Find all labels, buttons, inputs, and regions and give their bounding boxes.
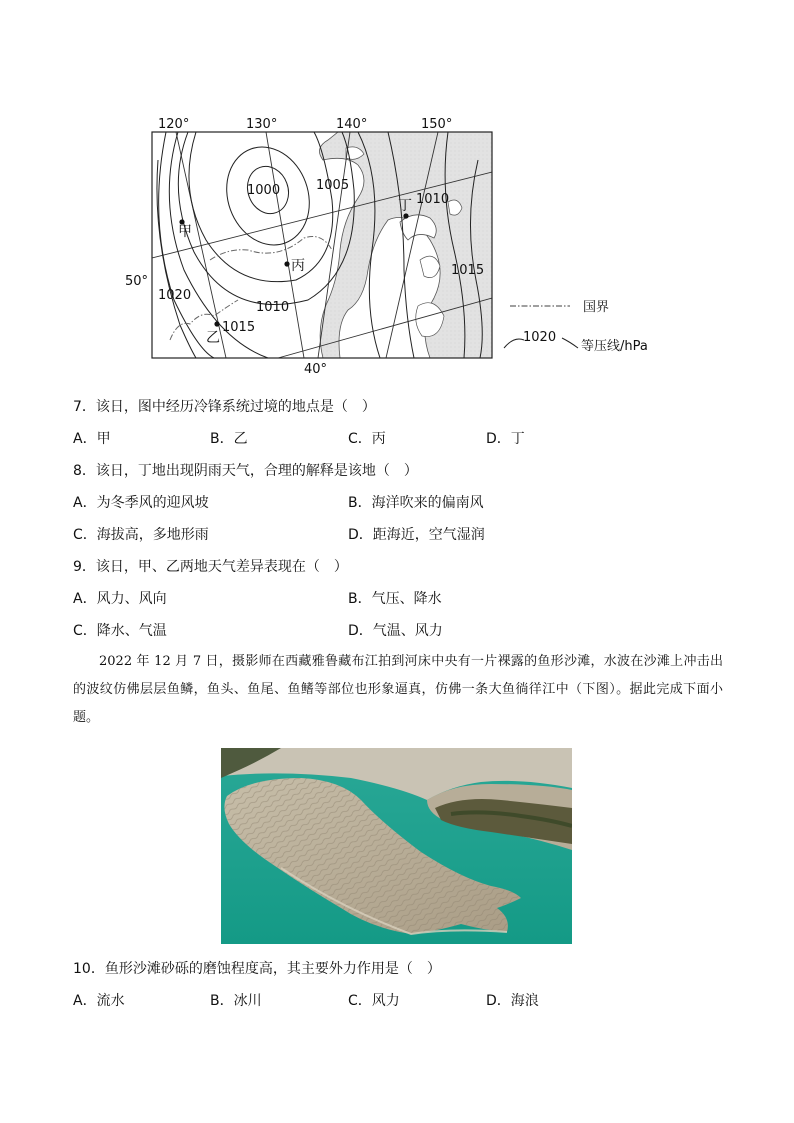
isobar-map-svg (118, 110, 678, 380)
place-jia-label: 甲 (178, 224, 192, 240)
place-ding-label: 丁 (398, 198, 412, 214)
legend-isobar-label: 等压线/hPa (581, 339, 648, 354)
question-10-option-a[interactable]: A．流水 (73, 993, 125, 1009)
question-9-option-b[interactable]: B．气压、降水 (348, 591, 442, 607)
question-9-option-a[interactable]: A．风力、风向 (73, 591, 167, 607)
isobar-label-1010-east: 1010 (416, 192, 450, 207)
isobar-label-1005: 1005 (316, 178, 350, 193)
question-7-option-a[interactable]: A．甲 (73, 431, 111, 447)
isobar-label-1010-west: 1010 (256, 300, 290, 315)
lat-40-label: 40° (304, 362, 328, 377)
lon-140-label: 140° (336, 117, 368, 132)
legend-isobar-value: 1020 (523, 330, 557, 345)
lon-120-label: 120° (158, 117, 190, 132)
question-8-option-a[interactable]: A．为冬季风的迎风坡 (73, 495, 209, 511)
question-7-stem: 7．该日，图中经历冷锋系统过境的地点是（ ） (73, 399, 376, 415)
question-10-option-d[interactable]: D．海浪 (486, 993, 539, 1009)
question-7-option-d[interactable]: D．丁 (486, 431, 525, 447)
question-9-option-d[interactable]: D．气温、风力 (348, 623, 443, 639)
map-legend (504, 300, 648, 354)
place-yi-marker (214, 321, 219, 326)
isobar-label-1020: 1020 (158, 288, 192, 303)
lon-150-label: 150° (421, 117, 453, 132)
isobar-label-1015-west: 1015 (222, 320, 256, 335)
question-8-option-d[interactable]: D．距海近，空气湿润 (348, 527, 485, 543)
lat-50-label: 50° (125, 274, 149, 289)
weather-map (118, 110, 678, 380)
island (420, 256, 440, 277)
place-ding-marker (403, 213, 408, 218)
lon-130-label: 130° (246, 117, 278, 132)
reading-passage: 2022 年 12 月 7 日，摄影师在西藏雅鲁藏布江拍到河床中央有一片裸露的鱼形沙滩，水波在沙滩上冲击出的波纹仿佛层层鱼鳞，鱼头、鱼尾、鱼鳍等部位也形象逼真，仿佛一条大鱼徜徉江中（下图）。据此完成下面小题。 (73, 654, 723, 725)
question-8-option-b[interactable]: B．海洋吹来的偏南风 (348, 495, 484, 511)
question-7-option-b[interactable]: B．乙 (210, 431, 248, 447)
question-8-option-c[interactable]: C．海拔高，多地形雨 (73, 527, 209, 543)
isobar-label-1000: 1000 (247, 183, 281, 198)
legend-border-label: 国界 (583, 300, 610, 315)
place-yi-label: 乙 (206, 330, 220, 346)
isobar-label-1015-east: 1015 (451, 263, 485, 278)
place-bing-label: 丙 (291, 258, 305, 274)
question-7-option-c[interactable]: C．丙 (348, 431, 386, 447)
legend-isobar-line (504, 339, 524, 348)
question-8-stem: 8．该日，丁地出现阴雨天气，合理的解释是该地（ ） (73, 463, 418, 479)
question-9-stem: 9．该日，甲、乙两地天气差异表现在（ ） (73, 559, 348, 575)
question-10-option-b[interactable]: B．冰川 (210, 993, 262, 1009)
question-10-option-c[interactable]: C．风力 (348, 993, 400, 1009)
place-bing-marker (284, 261, 289, 266)
fish-sandbar-photo (221, 748, 572, 944)
question-10-stem: 10．鱼形沙滩砂砾的磨蚀程度高，其主要外力作用是（ ） (73, 961, 441, 977)
question-9-option-c[interactable]: C．降水、气温 (73, 623, 167, 639)
